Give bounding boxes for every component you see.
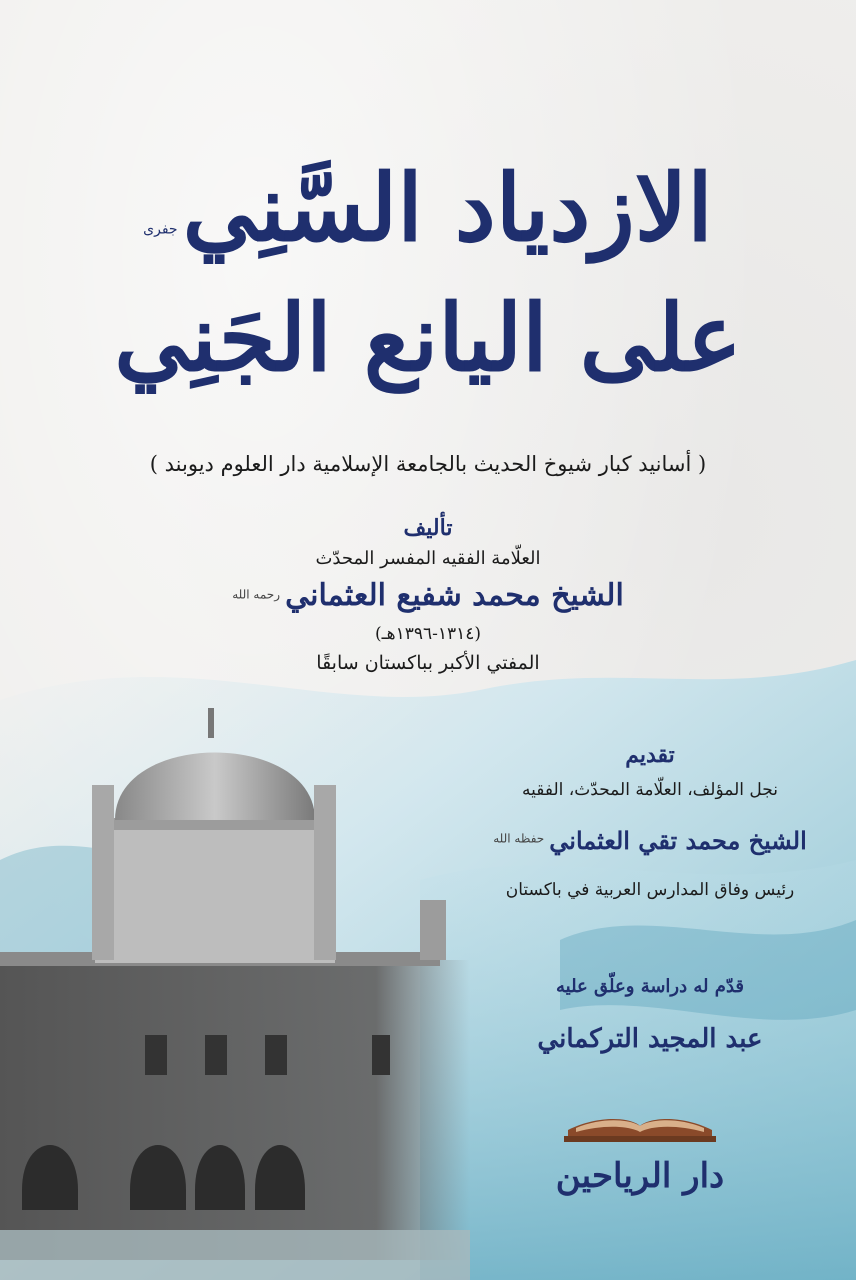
title-line-1: الازدياد السَّنِي (182, 154, 713, 262)
foreword-role: رئيس وفاق المدارس العربية في باكستان (505, 880, 795, 900)
foreword-honorific: حفظه الله (493, 831, 545, 846)
editor-label: قدّم له دراسة وعلّق عليه (555, 976, 745, 997)
publisher-logo (540, 1100, 740, 1210)
foreword-name-row (470, 826, 830, 855)
author-dates: (١٣١٤-١٣٩٦هـ) (374, 624, 482, 644)
title-line-1-wrap (0, 154, 856, 262)
mosque-photo (0, 690, 470, 1280)
title-line-2-wrap (0, 284, 856, 392)
author-honorific: رحمه الله (232, 587, 280, 602)
foreword-label: تقديم (625, 742, 675, 768)
author-role: المفتي الأكبر بباكستان سابقًا (316, 652, 540, 674)
foreword-name: الشيخ محمد تقي العثماني (549, 826, 807, 855)
foreword-epithet: نجل المؤلف، العلّامة المحدّث، الفقيه (522, 780, 778, 800)
author-name-row (0, 578, 856, 613)
author-label: تأليف (403, 515, 453, 541)
open-book-icon (540, 1100, 740, 1150)
publisher-name: دار الرياحين (555, 1156, 725, 1196)
editor-name: عبد المجيد التركماني (537, 1024, 763, 1054)
author-name: الشيخ محمد شفيع العثماني (285, 578, 624, 613)
author-epithet: العلّامة الفقيه المفسر المحدّث (315, 548, 541, 569)
subtitle: ( أسانيد كبار شيوخ الحديث بالجامعة الإسلامية دار العلوم ديوبند ) (149, 452, 707, 476)
title-line-2: على اليانع الجَنِي (114, 284, 742, 392)
title-line-1-mark: جفرى (143, 221, 178, 238)
